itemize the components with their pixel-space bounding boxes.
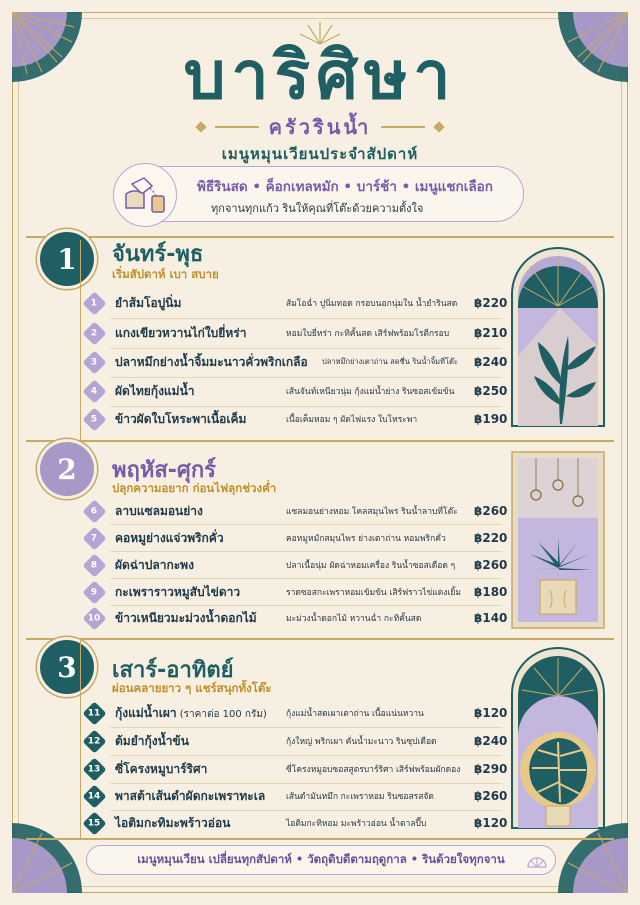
divider-line <box>381 126 425 128</box>
diamond-ornament-icon <box>195 121 206 132</box>
item-price: ฿190 <box>474 412 508 426</box>
menu-item <box>86 702 506 724</box>
item-number-badge: 11 <box>82 701 106 725</box>
item-number-badge: 7 <box>82 526 106 550</box>
item-description: มะม่วงน้ำดอกไม้ หวานฉ่ำ กะทิคั้นสด <box>286 614 422 624</box>
item-description: เส้นจันท์เหนียวนุ่ม กุ้งแม่น้ำย่าง รินซอสเข้มข้น <box>286 387 455 397</box>
item-name: ต้มยำกุ้งน้ำข้น <box>115 733 189 748</box>
corner-fan-ornament-icon <box>12 823 82 893</box>
item-number-badge: 5 <box>82 407 106 431</box>
item-price: ฿240 <box>474 734 508 748</box>
item-number-badge: 12 <box>82 729 106 753</box>
section-subtitle: เริ่มสัปดาห์ เบา สบาย <box>112 267 219 281</box>
footer-text: เมนูหมุนเวียน เปลี่ยนทุกสัปดาห์ • วัตถุดิบดีตามฤดูกาล • รินด้วยใจทุกจาน <box>137 852 505 866</box>
menu-item <box>86 758 506 780</box>
footer-banner <box>86 845 556 875</box>
section-number-badge: 1 <box>40 232 94 286</box>
section-title: พฤหัส-ศุกร์ <box>112 458 216 483</box>
item-price: ฿120 <box>474 816 508 830</box>
item-divider <box>110 755 502 756</box>
item-description: กุ้งแม่น้ำสดเผาเตาถ่าน เนื้อแน่นหวาน <box>286 709 424 719</box>
item-name: ผัดไทยกุ้งแม่น้ำ <box>115 383 195 398</box>
item-description: ส้มโอฉ่ำ ปูนิ่มทอด กรอบนอกนุ่มใน น้ำยำรินสด <box>286 299 458 309</box>
item-name: คอหมูย่างแจ่วพริกคั่ว <box>115 530 224 545</box>
menu-item <box>86 500 506 522</box>
pouring-kettle-icon <box>113 163 177 227</box>
item-number-badge: 10 <box>82 606 106 630</box>
item-number-badge: 1 <box>82 291 106 315</box>
item-number-badge: 15 <box>82 811 106 835</box>
item-divider <box>110 551 502 552</box>
item-price: ฿220 <box>474 296 508 310</box>
item-name: ผัดฉ่าปลากะพง <box>115 557 194 572</box>
item-number-badge: 13 <box>82 757 106 781</box>
item-divider <box>110 348 502 349</box>
divider-line <box>215 126 259 128</box>
item-name: ลาบแซลมอนย่าง <box>115 503 203 518</box>
section-subtitle: ผ่อนคลายยาว ๆ แชร์สนุกทั้งโต๊ะ <box>112 681 272 695</box>
item-name: ปลาหมึกย่างน้ำจิ้มมะนาวคั่วพริกเกลือ <box>115 354 308 369</box>
item-description: กุ้งใหญ่ พริกเผา คั่นน้ำมะนาว รินซุปเดือด <box>286 737 437 747</box>
menu-item <box>86 730 506 752</box>
item-description: คอหมูหมักสมุนไพร ย่างเตาถ่าน หอมพริกคั่ว <box>286 534 446 544</box>
item-divider <box>110 605 502 606</box>
menu-tagline: เมนูหมุนเวียนประจำสัปดาห์ <box>221 145 419 163</box>
item-name: พาสต้าเส้นดำผัดกะเพราทะเล <box>115 788 266 803</box>
item-divider <box>110 727 502 728</box>
item-divider <box>110 524 502 525</box>
intro-banner <box>114 166 524 222</box>
corner-fan-ornament-icon <box>558 823 628 893</box>
item-divider <box>110 810 502 811</box>
section-divider <box>26 838 614 840</box>
menu-item <box>86 408 506 430</box>
section-rule <box>80 640 81 838</box>
item-name: กะเพราราวหมูสับไข่ดาว <box>115 584 241 599</box>
item-name: ซี่โครงหมูบาร์ริศา <box>115 761 208 776</box>
item-name: ยำส้มโอปูนิ่ม <box>115 295 182 310</box>
item-price: ฿220 <box>474 531 508 545</box>
item-description: เนื้อเค็มหอม ๆ ผัดไฟแรง ใบโหระพา <box>286 415 418 425</box>
intro-description: ทุกจานทุกแก้ว รินให้คุณที่โต๊ะด้วยความตั้งใจ <box>211 202 424 215</box>
section-divider <box>26 440 614 442</box>
section-divider <box>26 638 614 640</box>
lamp-palm-illustration-icon <box>510 450 606 630</box>
item-description: ไอติมกะทิหอม มะพร้าวอ่อน น้ำตาลปี๊บ <box>286 819 427 829</box>
item-price: ฿210 <box>474 326 508 340</box>
diamond-ornament-icon <box>434 121 445 132</box>
item-price: ฿260 <box>474 789 508 803</box>
item-divider <box>110 783 502 784</box>
item-price: ฿260 <box>474 558 508 572</box>
menu-item <box>86 812 506 834</box>
item-number-badge: 8 <box>82 553 106 577</box>
intro-highlights: พิธีรินสด • ค็อกเทลหมัก • บาร์ช้า • เมนูแชกเลือก <box>197 179 493 195</box>
item-name: ข้าวผัดใบโหระพาเนื้อเค็ม <box>115 411 247 426</box>
item-price: ฿290 <box>474 762 508 776</box>
section-title: จันทร์-พุธ <box>112 242 204 267</box>
item-description: แซลมอนย่างหอม โคลสมุนไพร รินน้ำลาบที่โต๊ะ <box>286 507 458 517</box>
item-number-badge: 6 <box>82 499 106 523</box>
item-description: เส้นดำมันหมึก กะเพราหอม รินซอสรสจัด <box>286 792 434 802</box>
section-rule <box>80 240 81 440</box>
item-price: ฿120 <box>474 706 508 720</box>
menu-item <box>86 292 506 314</box>
item-description: ซี่โครงหมูอบซอสสูตรบาร์ริศา เสิร์ฟพร้อมผักดอง <box>286 765 461 775</box>
restaurant-title: บาริศิษา <box>183 36 457 114</box>
section-title: เสาร์-อาทิตย์ <box>112 658 234 683</box>
item-divider <box>110 318 502 319</box>
shell-ornament-icon <box>526 849 548 871</box>
subtitle-row <box>0 114 640 140</box>
item-number-badge: 2 <box>82 321 106 345</box>
menu-item <box>86 785 506 807</box>
item-name: แกงเขียวหวานไก่ใบยี่หร่า <box>115 325 247 340</box>
item-name: กุ้งแม่น้ำเผา (ราคาต่อ 100 กรัม) <box>115 705 267 720</box>
item-price: ฿140 <box>474 611 508 625</box>
menu-item <box>86 351 506 373</box>
item-description: ปลาเนื้อนุ่ม ผัดฉ่าหอมเครื่อง รินน้ำซอสเดือด ๆ <box>286 561 456 571</box>
item-description: ราดซอสกะเพราหอมเข้มข้น เสิร์ฟราวไข่แดงเยิ้ม <box>286 588 461 598</box>
section-number-badge: 3 <box>40 640 94 694</box>
menu-item <box>86 322 506 344</box>
menu-item <box>86 527 506 549</box>
restaurant-subtitle: ครัวรินน้ำ <box>268 115 372 139</box>
item-description: หอมใบยี่หร่า กะทิคั้นสด เสิร์ฟพร้อมโรตีกรอบ <box>286 329 450 339</box>
item-divider <box>110 578 502 579</box>
menu-item <box>86 554 506 576</box>
item-number-badge: 14 <box>82 784 106 808</box>
section-subtitle: ปลุกความอยาก ก่อนไฟลุกช่วงค่ำ <box>112 481 277 495</box>
section-number-badge: 2 <box>40 442 94 496</box>
item-number-badge: 4 <box>82 379 106 403</box>
item-divider <box>110 406 502 407</box>
menu-item <box>86 607 506 629</box>
item-price: ฿260 <box>474 504 508 518</box>
item-note: (ราคาต่อ 100 กรัม) <box>176 708 267 720</box>
item-number-badge: 9 <box>82 580 106 604</box>
item-number-badge: 3 <box>82 350 106 374</box>
item-description: ปลาหมึกย่างเตาถ่าน สดชื่น รินน้ำจิ้มที่โต๊ะ <box>322 357 458 366</box>
arch-plant-illustration-icon <box>510 246 606 428</box>
item-name: ข้าวเหนียวมะม่วงน้ำดอกไม้ <box>115 610 257 625</box>
item-price: ฿240 <box>474 355 508 369</box>
item-price: ฿250 <box>474 384 508 398</box>
item-divider <box>110 377 502 378</box>
menu-item <box>86 581 506 603</box>
item-name: ไอติมกะทิมะพร้าวอ่อน <box>115 815 231 830</box>
item-price: ฿180 <box>474 585 508 599</box>
arch-monstera-illustration-icon <box>510 646 606 830</box>
menu-item <box>86 380 506 402</box>
